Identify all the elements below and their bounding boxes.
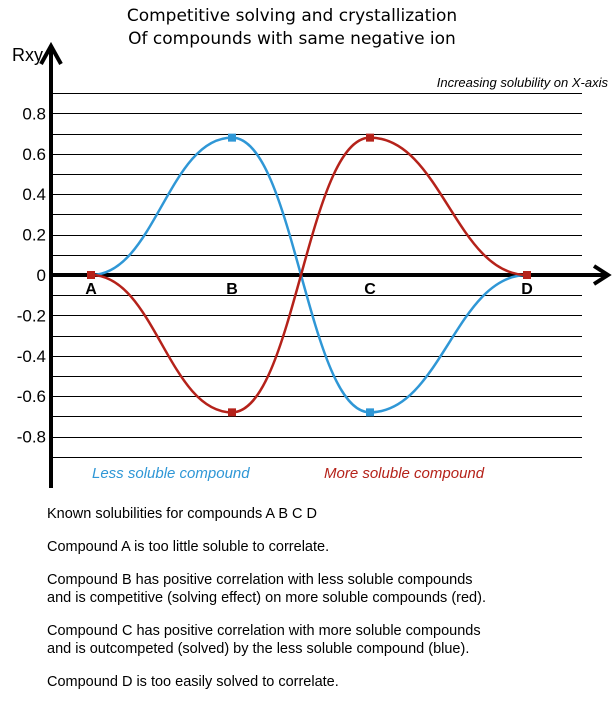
y-tick-label: 0 [36,266,46,285]
note-compound-a: Compound A is too little soluble to correlate. [47,539,330,555]
x-axis-note: Increasing solubility on X-axis [436,75,608,90]
category-label: C [364,281,376,298]
note-compound-c-line1: Compound C has positive correlation with more soluble compounds [47,623,481,639]
y-tick-label: -0.4 [16,346,46,366]
y-axis-label: Rxy [12,45,43,65]
note-compound-b-line2: and is competitive (solving effect) on more soluble compounds (red). [47,590,486,606]
category-label: B [226,281,238,298]
y-tick-label: 0.2 [22,225,46,245]
y-tick-label: -0.2 [16,306,46,326]
legend-less-soluble: Less soluble compound [92,465,250,482]
y-tick-labels [17,104,46,446]
series-1-point-d [524,272,531,279]
series-1-point-b [229,409,236,416]
note-compound-b-line1: Compound B has positive correlation with less soluble compounds [47,572,473,588]
note-compound-d: Compound D is too easily solved to correlate. [47,674,339,690]
category-label: D [521,281,533,298]
y-tick-label: 0.6 [22,144,46,164]
note-compound-b [47,571,607,607]
series-0-point-c [367,409,374,416]
series-1-point-c [367,134,374,141]
y-tick-label: -0.8 [16,427,46,447]
explanation-notes [47,505,607,706]
note-compound-c-line2: and is outcompeted (solved) by the less soluble compound (blue). [47,641,470,657]
chart-subtitle: Of compounds with same negative ion [128,29,456,49]
note-compound-c [47,622,607,658]
series-1-point-a [88,272,95,279]
axes [41,46,608,488]
y-tick-label: -0.6 [16,387,46,407]
note-intro: Known solubilities for compounds A B C D [47,506,317,522]
legend-more-soluble: More soluble compound [324,465,485,482]
category-label: A [85,281,97,298]
y-tick-label: 0.4 [22,185,46,205]
y-tick-label: 0.8 [22,104,46,124]
series-0-point-b [229,134,236,141]
chart-title: Competitive solving and crystallization [126,6,458,26]
